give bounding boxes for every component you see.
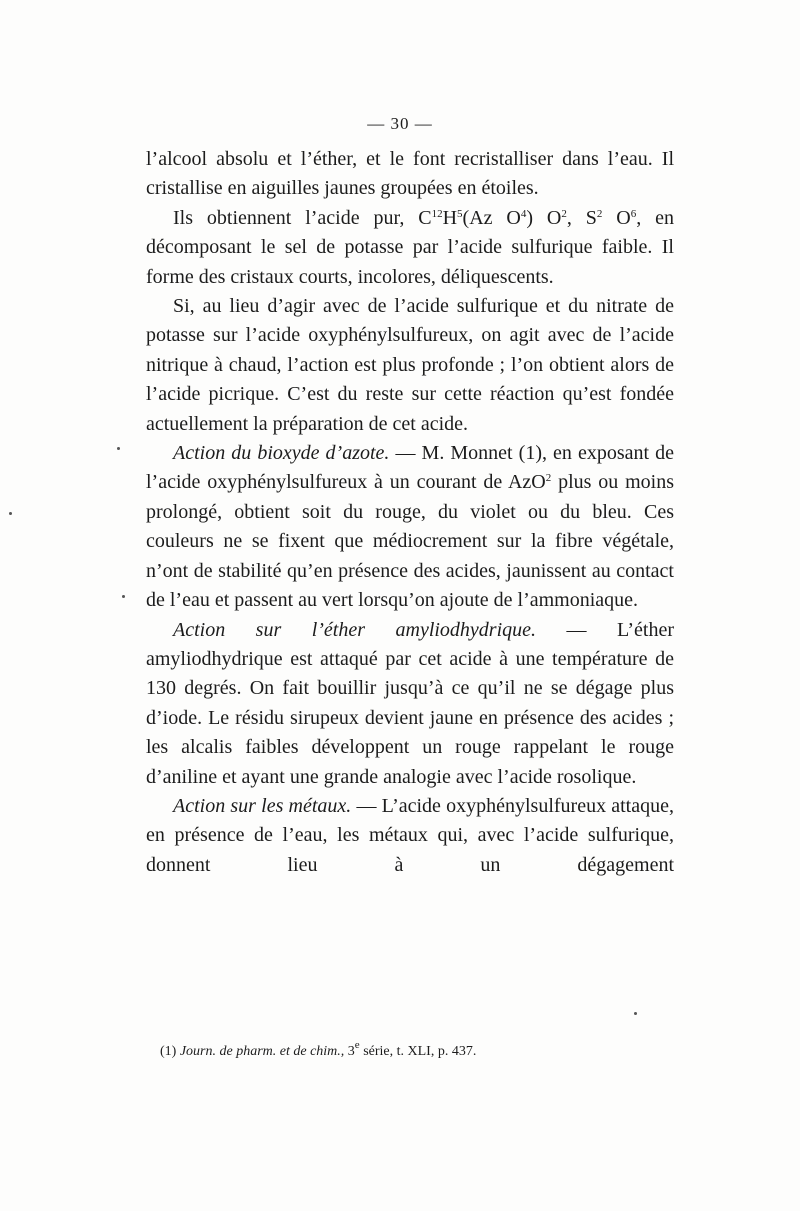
text-run: O [602, 206, 631, 229]
body-text [146, 145, 674, 880]
text-run: — M. Monnet (1), en exposant de l’acide oxyphénylsulfureux à un courant de AzO [146, 442, 674, 494]
paragraph-nitric-acid: Si, au lieu d’agir avec de l’acide sulfurique et du nitrate de potasse sur l’acide oxyphénylsulfureux, on agit avec de l’acide nitrique à chaud, l’action est plus profonde ; l’on obtient alors de l’acide picrique. C’est du reste sur cette réaction qu’est fondée actuellement la préparation de cet acide. [146, 295, 674, 435]
paragraph-pure-acid [146, 204, 674, 292]
footnote-marker: (1) [160, 1044, 177, 1059]
text-run: , S [566, 206, 597, 229]
page-number: — 30 — [367, 114, 433, 133]
subscript-index: 4 [520, 207, 527, 220]
text-run: plus ou moins prolongé, obtient soit du rouge, du violet ou du bleu. Ces couleurs ne se fixent que médiocrement sur la fibre végétale, n’ont de stabilité qu’en présence des acides, jaunissent au contact de l’eau et passent au vert lorsqu’on ajoute de l’ammoniaque. [146, 471, 674, 612]
subscript-index: 12 [431, 207, 443, 220]
paragraph-bioxyde [146, 439, 674, 615]
text-run: , en décomposant le sel de potasse par l’acide sulfurique faible. Il forme des cristaux courts, incolores, déliquescents. [146, 206, 675, 288]
scan-speck [9, 512, 12, 515]
superscript: e [354, 1039, 360, 1051]
subscript-index: 6 [630, 207, 637, 220]
subscript-index: 2 [596, 207, 603, 220]
paragraph-ether [146, 616, 674, 792]
section-heading: Action sur l’éther amyliodhydrique. [173, 618, 537, 641]
subscript-index: 2 [545, 472, 552, 485]
footnote [160, 1039, 680, 1061]
paragraph-metaux [146, 792, 674, 880]
section-heading: Action du bioxyde d’azote. [173, 442, 390, 465]
text-run: ) O [526, 206, 562, 229]
scan-speck [122, 595, 125, 598]
text-run: — L’éther amyliodhydrique est attaqué par cet acide à une température de 130 degrés. On fait bouillir jusqu’à ce qu’il ne se dégage plus d’iode. Le résidu sirupeux devient jaune en présence des acides ; les alcalis faibles développent un rouge rappelant le rouge d’aniline et ayant une grande analogie avec l’acide rosolique. [146, 618, 674, 788]
subscript-index: 5 [457, 207, 463, 220]
text-run: série, t. XLI, p. 437. [359, 1044, 477, 1059]
paragraph-continuation: l’alcool absolu et l’éther, et le font recristalliser dans l’eau. Il cristallise en aiguilles jaunes groupées en étoiles. [146, 148, 674, 200]
section-heading: Action sur les métaux. [173, 794, 352, 817]
subscript-index: 2 [561, 207, 567, 220]
scan-speck [117, 447, 120, 450]
text-run: (Az O [462, 206, 521, 229]
text-run: H [442, 206, 458, 229]
footnote-source: Journ. de pharm. et de chim., [179, 1044, 345, 1059]
text-run: — L’acide oxyphénylsulfureux attaque, en présence de l’eau, les métaux qui, avec l’acide sulfurique, donnent lieu à un dégagement [146, 794, 674, 876]
text-run: 3 [344, 1044, 355, 1059]
scan-speck [634, 1012, 637, 1015]
text-run: Ils obtiennent l’acide pur, C [173, 206, 432, 229]
